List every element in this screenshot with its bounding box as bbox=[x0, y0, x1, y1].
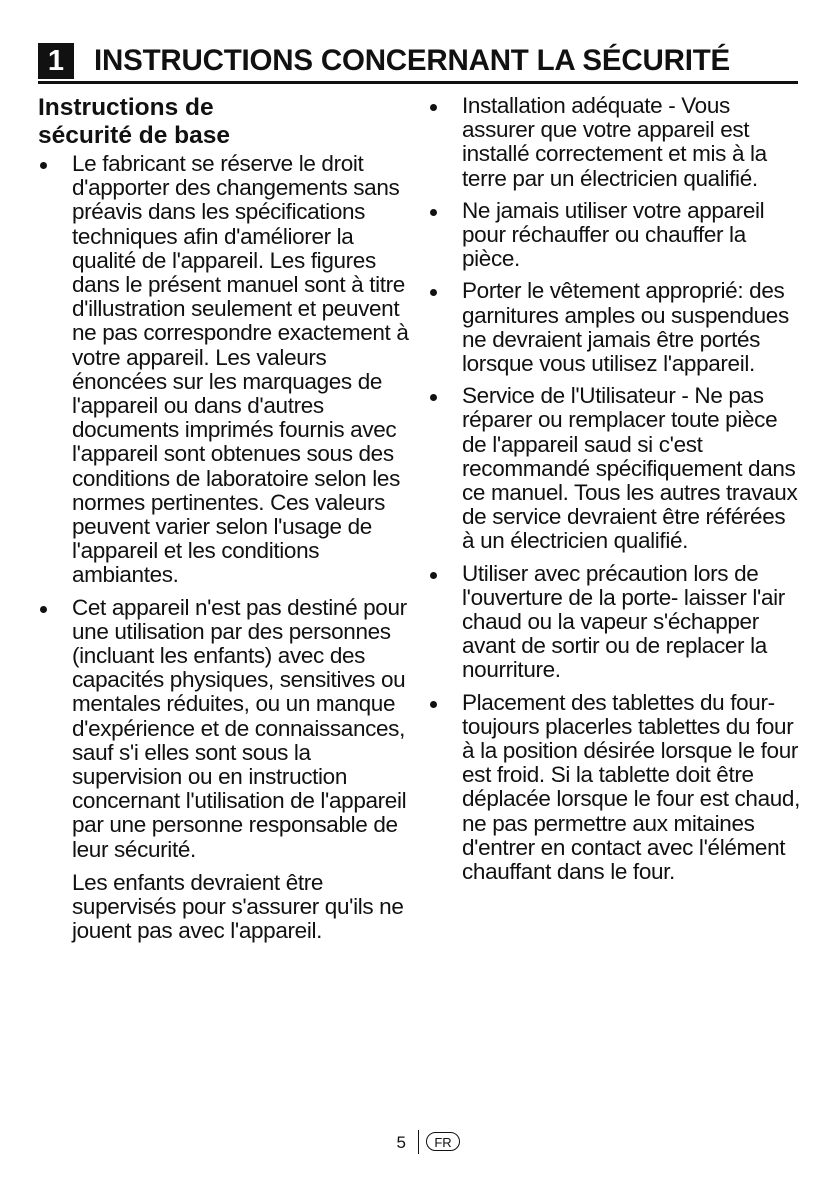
section-heading bbox=[38, 94, 410, 150]
bullet-icon bbox=[430, 289, 437, 296]
list-item bbox=[428, 279, 800, 376]
right-column bbox=[428, 94, 800, 892]
list-item-text: Placement des tablettes du four- toujours placerles tablettes du four à la position désirée lorsque le four est froid. Si la tablette doit être déplacée lorsque le four est chaud, ne pas permettre aux mitaines d'entrer en contact avec l'élément chauffant dans le four. bbox=[462, 689, 800, 885]
language-badge: FR bbox=[426, 1132, 460, 1151]
list-item-text: Utiliser avec précaution lors de l'ouverture de la porte- laisser l'air chaud ou la vapeur s'échapper avant de sortir ou de replacer la nourriture. bbox=[462, 560, 785, 683]
list-item-text: Installation adéquate - Vous assurer que votre appareil est installé correctement et mis à la terre par un électricien qualifié. bbox=[462, 93, 767, 191]
chapter-title: INSTRUCTIONS CONCERNANT LA SÉCURITÉ bbox=[94, 44, 730, 77]
chapter-number: 1 bbox=[38, 43, 74, 79]
list-item-text: Le fabricant se réserve le droit d'apporter des changements sans préavis dans les spécifications techniques afin d'améliorer la qualité de l'appareil. Les figures dans le présent manuel sont à titre d'illustration seulement et peuvent ne pas correspondre exactement à votre appareil. Les valeurs énoncées sur les marquages de l'appareil ou dans d'autres documents imprimés fournis avec l'appareil sont obtenues sous des conditions de laboratoire selon les normes pertinentes. Ces valeurs peuvent varier selon l'usage de l'appareil et les conditions ambiantes. bbox=[72, 151, 409, 588]
section-heading-line2: sécurité de base bbox=[38, 122, 231, 149]
left-column bbox=[38, 94, 410, 952]
bullet-icon bbox=[430, 572, 437, 579]
section-heading-line1: Instructions de bbox=[38, 94, 214, 121]
footer-divider bbox=[418, 1130, 419, 1154]
page-number: 5 bbox=[396, 1133, 406, 1152]
list-item-text: Ne jamais utiliser votre appareil pour réchauffer ou chauffer la pièce. bbox=[462, 197, 765, 272]
bullet-icon bbox=[430, 209, 437, 216]
list-item bbox=[38, 596, 410, 944]
list-item-text: Service de l'Utilisateur - Ne pas réparer ou remplacer toute pièce de l'appareil saud si c'est recommandé spécifiquement dans ce manuel. Tous les autres travaux de service devraient être référées à un électricien qualifié. bbox=[462, 383, 798, 554]
chapter-header bbox=[38, 41, 798, 84]
list-item-text: Cet appareil n'est pas destiné pour une utilisation par des personnes (incluant les enfants) avec des capacités physiques, sensitives ou mentales réduites, ou un manque d'expérience et de connaissances, sauf s'i elles sont sous la supervision ou en instruction concernant l'utilisation de l'appareil par une personne responsable de leur sécurité. bbox=[72, 594, 407, 862]
list-item bbox=[428, 199, 800, 272]
basic-safety-list bbox=[38, 152, 410, 944]
list-item bbox=[38, 152, 410, 588]
bullet-icon bbox=[430, 394, 437, 401]
bullet-icon bbox=[430, 104, 437, 111]
list-item-text: Les enfants devraient être supervisés pour s'assurer qu'ils ne jouent pas avec l'appareil. bbox=[72, 869, 404, 944]
bullet-icon bbox=[40, 606, 47, 613]
list-item-text: Porter le vêtement approprié: des garnitures amples ou suspendues ne devraient jamais être portés lorsque vous utilisez l'appareil. bbox=[462, 278, 789, 377]
list-item bbox=[428, 691, 800, 885]
list-item bbox=[428, 562, 800, 683]
safety-list-continued bbox=[428, 94, 800, 884]
list-item bbox=[428, 94, 800, 191]
bullet-icon bbox=[40, 162, 47, 169]
page-footer bbox=[0, 1130, 838, 1156]
bullet-icon bbox=[430, 701, 437, 708]
list-item bbox=[428, 384, 800, 553]
